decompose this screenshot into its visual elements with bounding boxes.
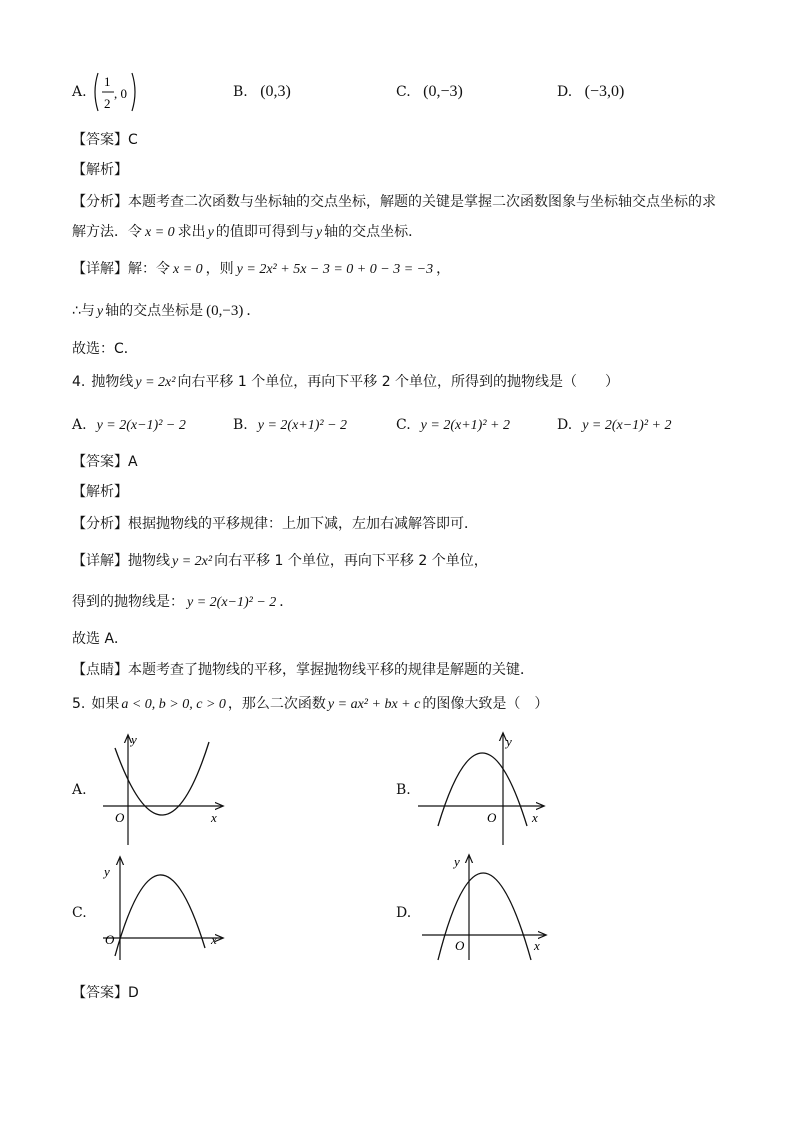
origin-label: O [105,932,115,947]
parabola-curve [438,753,527,826]
parabola-curve [115,875,205,956]
q3-option-d[interactable]: D. (−3,0) [557,83,625,100]
q5-graph-b[interactable] [416,730,551,848]
origin-label: O [487,810,497,825]
q4-fenxi: 【分析】根据抛物线的平移规律：上加下减，左加右减解答即可． [72,516,478,532]
x-label: x [532,810,538,825]
q3-answer: 【答案】C [72,132,138,148]
origin-label: O [455,938,465,953]
y-label: y [131,732,137,747]
q5-graph-a[interactable] [95,730,230,848]
fraction-denominator: 2 [104,96,111,111]
q3-analysis-tag: 【解析】 [72,162,128,178]
origin-label: O [115,810,125,825]
q3-detail: 【详解】解：令 x = 0 ，则 y = 2x² + 5x − 3 = 0 + 0 − 3 = −3 ， [72,261,451,277]
q3-option-b[interactable]: B. (0,3) [233,83,291,100]
q5-stem: 5. 如果 a < 0, b > 0, c > 0 ，那么二次函数 y = ax² + bx + c 的图像大致是（ ） [72,696,549,712]
q4-analysis-tag: 【解析】 [72,484,128,500]
q5-graph-d[interactable] [420,852,555,964]
q5-answer: 【答案】D [72,985,139,1001]
q3-choose: 故选：C． [72,341,138,357]
q5-option-a-letter[interactable]: A. [72,782,87,798]
x-label: x [211,810,217,825]
q4-option-d[interactable]: D. y = 2(x−1)² + 2 [557,417,672,433]
fraction-point [92,70,140,114]
q3-option-a-value [92,70,140,114]
q4-detail: 【详解】抛物线 y = 2x² 向右平移 1 个单位，再向下平移 2 个单位， [72,553,488,569]
parabola-curve [115,742,209,815]
q3-option-c[interactable]: C. (0,−3) [396,83,463,100]
q3-fenxi-line1: 【分析】本题考查二次函数与坐标轴的交点坐标，解题的关键是掌握二次函数图象与坐标轴交点坐标的求 [72,194,716,210]
q4-option-a[interactable]: A. y = 2(x−1)² − 2 [72,417,186,433]
q3-fenxi-line2: 解方法．令 x = 0 求出 y 的值即可得到与 y 轴的交点坐标． [72,224,423,240]
q4-option-b[interactable]: B. y = 2(x+1)² − 2 [233,417,348,433]
fraction-numerator: 1 [104,74,111,89]
q4-option-c[interactable]: C. y = 2(x+1)² + 2 [396,417,510,433]
q5-option-c-letter[interactable]: C. [72,905,87,921]
q4-comment: 【点睛】本题考查了抛物线的平移，掌握抛物线平移的规律是解题的关键． [72,662,534,678]
option-letter: A. [72,84,87,100]
x-label: x [534,938,540,953]
point-tail: , 0 [114,86,127,101]
q3-conclusion: ∴与 y 轴的交点坐标是 (0,−3) ． [72,303,261,319]
y-label: y [506,734,512,749]
x-label: x [211,932,217,947]
parabola-curve [438,873,531,960]
q3-option-a[interactable] [72,82,87,102]
q4-answer: 【答案】A [72,454,138,470]
q4-result: 得到的抛物线是： y = 2(x−1)² − 2 ． [72,594,294,610]
q4-stem: 4. 抛物线 y = 2x² 向右平移 1 个单位，再向下平移 2 个单位，所得到的抛物线是（ ） [72,374,620,390]
q5-option-b-letter[interactable]: B. [396,782,411,798]
y-label: y [454,854,460,869]
q5-graph-c[interactable] [95,852,230,964]
y-label: y [104,864,110,879]
q5-option-d-letter[interactable]: D. [396,905,412,921]
q4-choose: 故选 A． [72,631,129,647]
